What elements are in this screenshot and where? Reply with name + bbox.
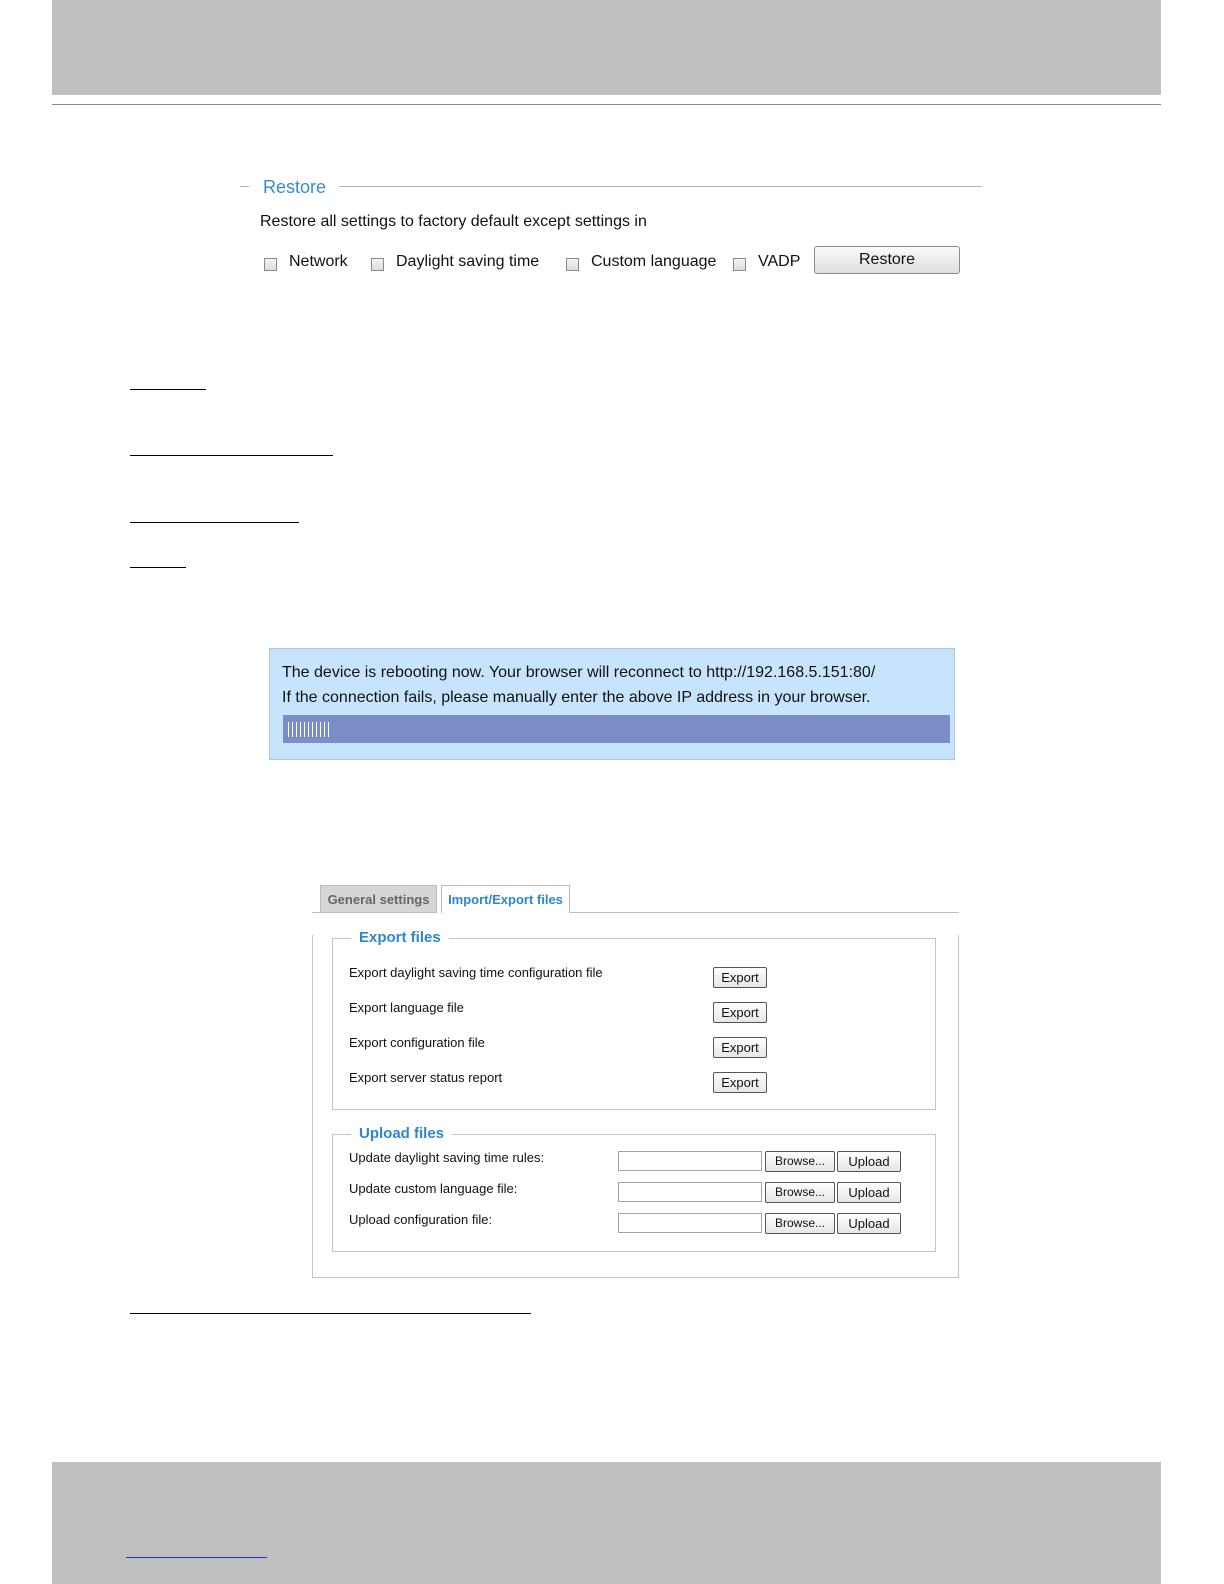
checkbox-network-label: Network xyxy=(289,253,348,270)
custom-language-file-input[interactable] xyxy=(618,1182,762,1202)
restore-button[interactable]: Restore xyxy=(814,246,960,274)
checkbox-custom-language[interactable] xyxy=(566,258,579,271)
checkbox-daylight-saving[interactable] xyxy=(371,258,384,271)
restore-title: Restore xyxy=(263,177,327,197)
upload-row-label: Update daylight saving time rules: xyxy=(349,1150,545,1165)
export-configuration-button[interactable]: Export xyxy=(713,1037,767,1058)
underline-rule xyxy=(130,567,186,568)
checkbox-vadp[interactable] xyxy=(733,258,746,271)
page-header-band xyxy=(52,0,1161,95)
checkbox-vadp-label: VADP xyxy=(758,253,801,270)
upload-files-legend: Upload files xyxy=(351,1125,452,1142)
restore-description: Restore all settings to factory default except settings in xyxy=(260,213,647,230)
configuration-upload-button[interactable]: Upload xyxy=(837,1213,901,1234)
export-files-legend: Export files xyxy=(351,929,449,946)
export-status-report-button[interactable]: Export xyxy=(713,1072,767,1093)
underline-rule xyxy=(130,455,333,456)
reboot-progress-bar xyxy=(283,715,950,743)
export-language-button[interactable]: Export xyxy=(713,1002,767,1023)
tab-strip-rule xyxy=(570,912,959,913)
restore-legend-dash xyxy=(240,186,249,187)
tab-import-export-files[interactable]: Import/Export files xyxy=(441,885,570,913)
checkbox-network[interactable] xyxy=(264,258,277,271)
custom-language-upload-button[interactable]: Upload xyxy=(837,1182,901,1203)
export-row-label: Export server status report xyxy=(349,1070,503,1085)
export-row-label: Export configuration file xyxy=(349,1035,485,1050)
page-footer-band xyxy=(52,1462,1161,1584)
custom-language-browse-button[interactable]: Browse... xyxy=(765,1182,835,1203)
upload-row-label: Upload configuration file: xyxy=(349,1212,493,1227)
tab-strip-rule-left xyxy=(312,912,320,913)
tab-general-settings[interactable]: General settings xyxy=(320,885,437,913)
checkbox-daylight-saving-label: Daylight saving time xyxy=(396,253,540,270)
header-divider xyxy=(52,104,1161,105)
export-row-label: Export daylight saving time configuration file xyxy=(349,965,603,980)
upload-row-label: Update custom language file: xyxy=(349,1181,518,1196)
reboot-message-line2: If the connection fails, please manually enter the above IP address in your browser. xyxy=(282,689,871,706)
underline-rule xyxy=(130,522,299,523)
reboot-message-line1: The device is rebooting now. Your browser will reconnect to http://192.168.5.151:80/ xyxy=(282,664,876,681)
underline-rule xyxy=(130,1313,531,1314)
footer-link-underline[interactable] xyxy=(126,1557,267,1558)
configuration-browse-button[interactable]: Browse... xyxy=(765,1213,835,1234)
daylight-rules-upload-button[interactable]: Upload xyxy=(837,1151,901,1172)
export-row-label: Export language file xyxy=(349,1000,464,1015)
reboot-progress-ticks xyxy=(288,722,332,737)
daylight-rules-file-input[interactable] xyxy=(618,1151,762,1171)
checkbox-custom-language-label: Custom language xyxy=(591,253,717,270)
configuration-file-input[interactable] xyxy=(618,1213,762,1233)
restore-legend-rule xyxy=(339,186,982,187)
underline-rule xyxy=(130,389,206,390)
export-daylight-button[interactable]: Export xyxy=(713,967,767,988)
daylight-rules-browse-button[interactable]: Browse... xyxy=(765,1151,835,1172)
